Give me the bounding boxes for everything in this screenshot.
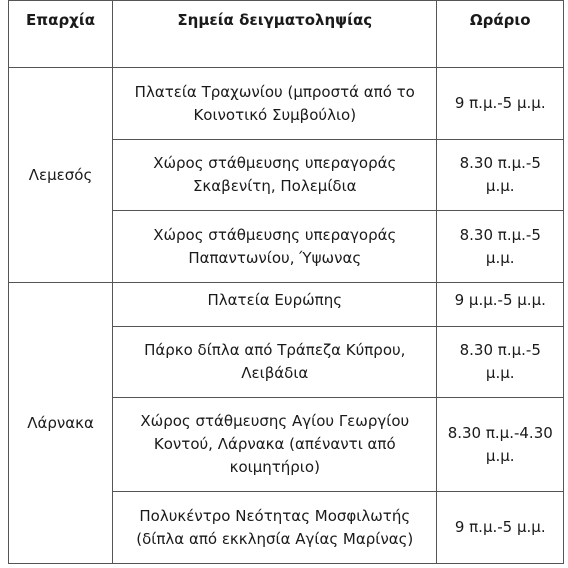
place-cell: Πάρκο δίπλα από Τράπεζα Κύπρου, Λειβάδια bbox=[113, 327, 437, 398]
place-cell: Πλατεία Τραχωνίου (μπροστά από το Κοινοτικό Συμβούλιο) bbox=[113, 68, 437, 140]
header-row bbox=[9, 1, 564, 68]
hours-cell: 8.30 π.μ.-5 μ.μ. bbox=[437, 327, 564, 398]
region-cell-larnaca: Λάρνακα bbox=[9, 283, 113, 564]
table-row bbox=[9, 283, 564, 327]
hours-cell: 9 π.μ.-5 μ.μ. bbox=[437, 492, 564, 564]
place-cell: Πλατεία Ευρώπης bbox=[113, 283, 437, 327]
table-row bbox=[9, 68, 564, 140]
hours-cell: 9 π.μ.-5 μ.μ. bbox=[437, 68, 564, 140]
place-cell: Χώρος στάθμευσης Αγίου Γεωργίου Κοντού, Λάρνακα (απέναντι από κοιμητήριο) bbox=[113, 398, 437, 492]
place-cell: Πολυκέντρο Νεότητας Μοσφιλωτής (δίπλα από εκκλησία Αγίας Μαρίνας) bbox=[113, 492, 437, 564]
region-cell-limassol: Λεμεσός bbox=[9, 68, 113, 283]
hours-cell: 8.30 π.μ.-5 μ.μ. bbox=[437, 211, 564, 283]
place-cell: Χώρος στάθμευσης υπεραγοράς Παπαντωνίου, Ύψωνας bbox=[113, 211, 437, 283]
place-cell: Χώρος στάθμευσης υπεραγοράς Σκαβενίτη, Πολεμίδια bbox=[113, 140, 437, 211]
sampling-points-table bbox=[8, 0, 564, 564]
hours-cell: 8.30 π.μ.-5 μ.μ. bbox=[437, 140, 564, 211]
header-sampling-points: Σημεία δειγματοληψίας bbox=[113, 1, 437, 68]
header-region: Επαρχία bbox=[9, 1, 113, 68]
hours-cell: 8.30 π.μ.-4.30 μ.μ. bbox=[437, 398, 564, 492]
header-hours: Ωράριο bbox=[437, 1, 564, 68]
hours-cell: 9 μ.μ.-5 μ.μ. bbox=[437, 283, 564, 327]
